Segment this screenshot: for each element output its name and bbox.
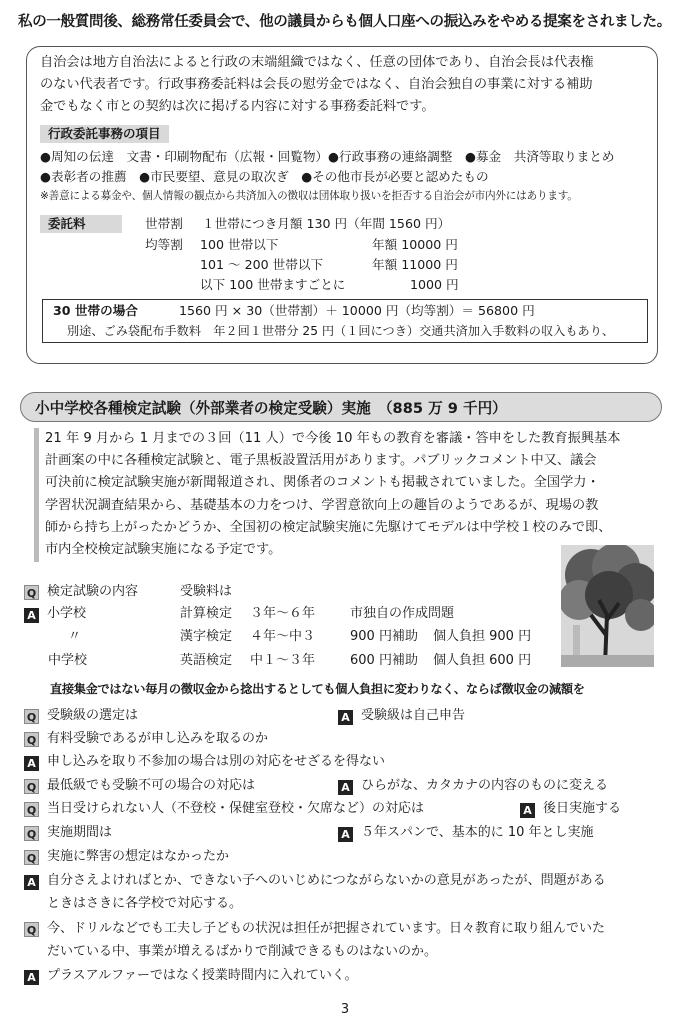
exam-burden: 個人負担 600 円	[433, 653, 532, 668]
fee-amount: 年額 11000 円	[372, 257, 458, 272]
exam-fee: 900 円補助	[350, 629, 418, 644]
qa-answer	[520, 798, 621, 820]
summary-line: 学習状況調査結果から、基礎基本の力をつけ、学習意欲向上の趣旨のようであるが、現場の教	[45, 497, 599, 513]
exam-elementary: 小学校	[47, 606, 87, 621]
exam-ditto: 〃	[68, 629, 82, 644]
qa-answer	[338, 775, 608, 797]
qa-item	[24, 965, 358, 987]
qa-item	[24, 775, 255, 797]
calc-formula: 1560 円 × 30（世帯割）＋ 10000 円（均等割）＝ 56800 円	[179, 303, 535, 318]
qa-question: 当日受けられない人（不登校・保健室登校・欠席など）の対応は	[47, 801, 425, 816]
exam-subject: 漢字検定	[180, 629, 233, 644]
page-number: 3	[340, 1002, 350, 1017]
qa-answer-text: ひらがな、カタカナの内容のものに変える	[361, 778, 609, 793]
question-badge: Q	[24, 732, 39, 747]
answer-badge: A	[24, 756, 39, 771]
fee-household-value: １世帯につき月額 130 円（年間 1560 円）	[202, 216, 451, 231]
qa-answer-continued: ときはさきに各学校で対応する。	[47, 896, 243, 911]
calc-box	[42, 299, 648, 343]
qa-answer-text: 後日実施する	[543, 801, 622, 816]
qa-item	[24, 846, 229, 868]
intro-line: のない代表者です。行政事務委託料は会長の慰労金ではなく、自治会独自の事業に対する補助	[40, 77, 593, 92]
question-badge: Q	[24, 779, 39, 794]
qa-item	[24, 822, 112, 844]
fee-tag: 委託料	[40, 215, 122, 233]
question-badge: Q	[24, 922, 39, 937]
exam-fee: 市独自の作成問題	[350, 606, 455, 621]
answer-badge: A	[338, 710, 353, 725]
qa-answer-text: 自分さえよければとか、できない子へのいじめにつながらないかの意見があったが、問題がある	[47, 873, 606, 888]
items-line: ●周知の伝達 文書・印刷物配布（広報・回覧物）●行政事務の連絡調整 ●募金 共済等取りまとめ	[40, 149, 615, 164]
qa-question: 受験級の選定は	[47, 708, 139, 723]
fee-household-label: 世帯割	[145, 216, 183, 231]
section-title: 小中学校各種検定試験（外部業者の検定受験）実施 （885 万 9 千円）	[35, 400, 507, 417]
qa-item	[24, 870, 606, 892]
tree-photo	[561, 545, 654, 667]
qa-question-continued: だいている中、事業が増えるばかりで削減できるものはないのか。	[47, 944, 438, 959]
calc-note: 別途、ごみ袋配布手数料 年２回１世帯分 25 円（１回につき）交通共済加入手数料の収入もあり、	[67, 324, 615, 338]
items-tag: 行政委託事務の項目	[40, 125, 169, 143]
qa-exam-a	[24, 603, 86, 625]
qa-question: 実施期間は	[47, 825, 113, 840]
exam-junior: 中学校	[48, 653, 88, 668]
qa-answer-text: ５年スパンで、基本的に 10 年とし実施	[361, 825, 594, 840]
summary-line: 計画案の中に各種検定試験と、電子黒板設置活用があります。パブリックコメント中又、議会	[45, 453, 597, 469]
qa-item	[24, 751, 385, 773]
fee-range: 100 世帯以下	[200, 237, 279, 252]
fee-amount: 1000 円	[410, 277, 459, 292]
question-badge: Q	[24, 585, 39, 600]
question-badge: Q	[24, 709, 39, 724]
qa-question: 検定試験の内容	[47, 584, 139, 599]
answer-badge: A	[520, 803, 535, 818]
exam-subject: 計算検定	[180, 606, 233, 621]
fee-range: 101 ～ 200 世帯以下	[200, 257, 324, 272]
exam-grade: ４年～中３	[250, 629, 316, 644]
exam-fee: 600 円補助	[350, 653, 418, 668]
qa-exam-q	[24, 581, 138, 603]
exam-grade: 中１～３年	[250, 653, 316, 668]
answer-badge: A	[24, 875, 39, 890]
exam-fee-heading: 受験料は	[180, 584, 233, 599]
qa-answer-text: 受験級は自己申告	[361, 708, 466, 723]
fee-range: 以下 100 世帯ますごとに	[200, 277, 346, 292]
qa-question: 最低級でも受験不可の場合の対応は	[47, 778, 256, 793]
qa-question: 有料受験であるが申し込みを取るのか	[47, 731, 269, 746]
bold-note: 直接集金ではない毎月の徴収金から捻出するとしても個人負担に変わりなく、ならば徴収金の減額を	[50, 682, 585, 696]
section-title-bar	[20, 392, 662, 422]
qa-answer-text: プラスアルファーではなく授業時間内に入れていく。	[47, 968, 358, 983]
exam-burden: 個人負担 900 円	[433, 629, 532, 644]
fee-equal-label: 均等割	[145, 237, 183, 252]
qa-answer	[338, 705, 465, 727]
question-badge: Q	[24, 826, 39, 841]
qa-question: 実施に弊害の想定はなかったか	[47, 849, 230, 864]
fee-amount: 年額 10000 円	[372, 237, 458, 252]
intro-line: 自治会は地方自治法によると行政の末端組織ではなく、任意の団体であり、自治会長は代表権	[40, 55, 594, 70]
items-note: ※善意による募金や、個人情報の観点から共済加入の徴収は団体取り扱いを拒否する自治会が市内外にはあります。	[40, 190, 578, 202]
answer-badge: A	[338, 780, 353, 795]
fee-section	[40, 215, 650, 295]
summary-text	[34, 428, 662, 562]
calc-label: 30 世帯の場合	[53, 303, 138, 318]
summary-line: 可決前に検定試験実施が新聞報道され、関係者のコメントも掲載されていました。全国学力・	[45, 475, 600, 491]
summary-line: 市内全校検定試験実施になる予定です。	[45, 542, 282, 558]
qa-item	[24, 705, 138, 727]
qa-item	[24, 798, 424, 820]
items-section	[40, 125, 650, 205]
summary-line: 21 年 9 月から 1 月までの３回（11 人）で今後 10 年もの教育を審議・答申をした教育振興基本	[45, 431, 621, 446]
answer-badge: A	[24, 970, 39, 985]
intro-line: 金でもなく市との契約は次に掲げる内容に対する事務委託料です。	[40, 99, 435, 114]
qa-item	[24, 918, 605, 940]
qa-item	[24, 728, 268, 750]
answer-badge: A	[338, 827, 353, 842]
qa-answer-text: 申し込みを取り不参加の場合は別の対応をせざるを得ない	[47, 754, 386, 769]
question-badge: Q	[24, 802, 39, 817]
exam-subject: 英語検定	[180, 653, 233, 668]
summary-line: 師から持ち上がったかどうか、全国初の検定試験実施に先駆けてモデルは中学校１校のみで即、	[45, 519, 612, 535]
items-line: ●表彰者の推薦 ●市民要望、意見の取次ぎ ●その他市長が必要と認めたもの	[40, 169, 489, 184]
intro-text	[40, 52, 645, 118]
qa-question: 今、ドリルなどでも工夫し子どもの状況は担任が把握されています。日々教育に取り組んでいた	[47, 921, 605, 936]
question-badge: Q	[24, 850, 39, 865]
exam-grade: ３年～６年	[250, 606, 316, 621]
qa-answer	[338, 822, 594, 844]
headline: 私の一般質問後、総務常任委員会で、他の議員からも個人口座への振込みをやめる提案をされました。	[18, 14, 671, 30]
answer-badge: A	[24, 608, 39, 623]
